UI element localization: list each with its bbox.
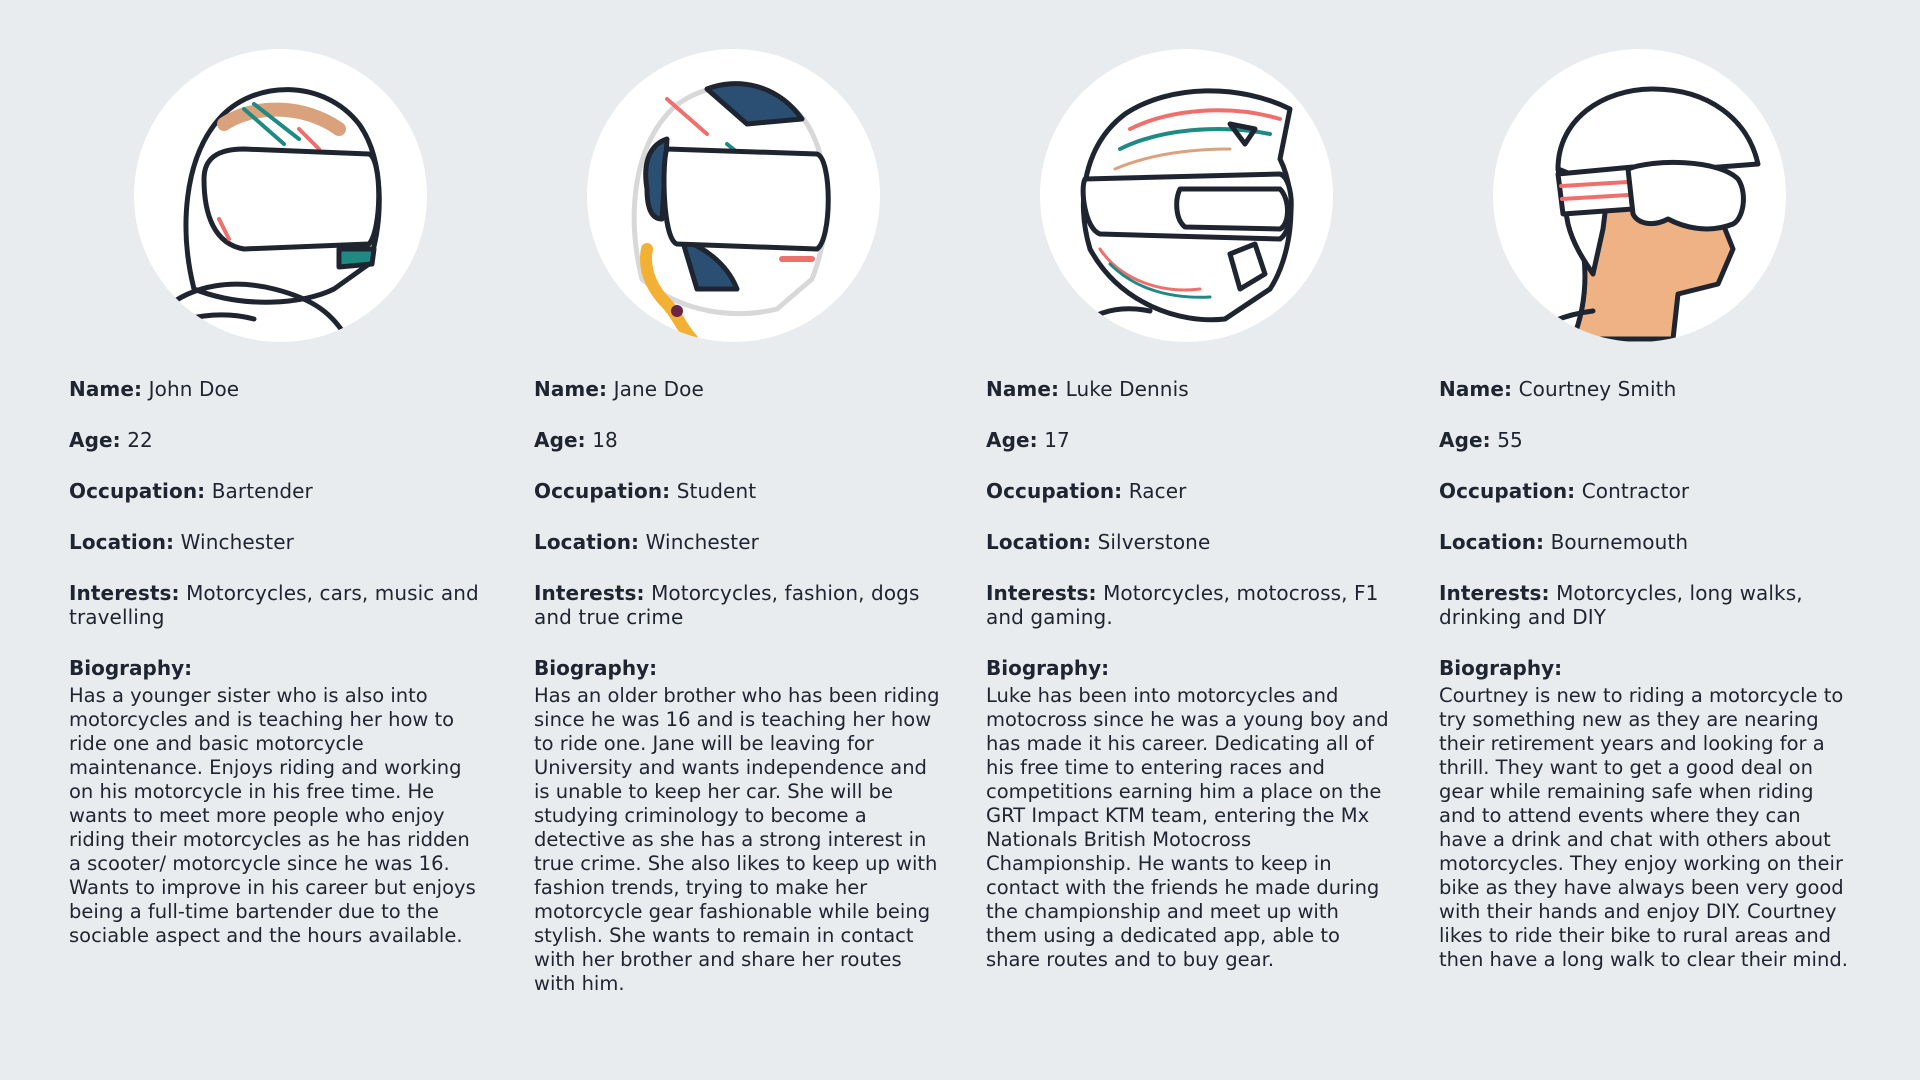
location-value: Silverstone <box>1097 530 1211 554</box>
age-label: Age: <box>986 428 1038 452</box>
persona-details <box>1439 377 1849 972</box>
biography-label: Biography: <box>534 656 658 680</box>
occupation-label: Occupation: <box>69 479 206 503</box>
name-value: Luke Dennis <box>1065 377 1189 401</box>
name-label: Name: <box>69 377 143 401</box>
avatar <box>587 49 880 342</box>
persona-details <box>534 377 944 996</box>
full-face-helmet-icon <box>134 49 427 342</box>
age-field <box>69 428 479 452</box>
persona-details <box>69 377 479 948</box>
occupation-field <box>534 479 944 503</box>
biography-label: Biography: <box>69 656 193 680</box>
age-label: Age: <box>534 428 586 452</box>
name-label: Name: <box>534 377 608 401</box>
interests-label: Interests: <box>69 581 180 605</box>
age-field <box>1439 428 1849 452</box>
age-value: 17 <box>1044 428 1070 452</box>
location-field <box>1439 530 1849 554</box>
name-value: Jane Doe <box>613 377 704 401</box>
location-label: Location: <box>1439 530 1545 554</box>
location-field <box>69 530 479 554</box>
persona-details <box>986 377 1396 972</box>
age-label: Age: <box>1439 428 1491 452</box>
name-field <box>534 377 944 401</box>
avatar <box>134 49 427 342</box>
age-value: 18 <box>592 428 618 452</box>
avatar <box>1040 49 1333 342</box>
location-value: Winchester <box>180 530 294 554</box>
age-value: 55 <box>1497 428 1523 452</box>
interests-field <box>69 581 479 629</box>
open-face-helmet-with-goggles-icon <box>1493 49 1786 342</box>
occupation-label: Occupation: <box>1439 479 1576 503</box>
location-field <box>534 530 944 554</box>
name-field <box>1439 377 1849 401</box>
location-value: Winchester <box>645 530 759 554</box>
interests-field <box>534 581 944 629</box>
interests-label: Interests: <box>1439 581 1550 605</box>
name-field <box>69 377 479 401</box>
avatar <box>1493 49 1786 342</box>
patterned-helmet-with-braid-icon <box>587 49 880 342</box>
name-value: Courtney Smith <box>1518 377 1677 401</box>
age-field <box>534 428 944 452</box>
name-label: Name: <box>1439 377 1513 401</box>
biography-label: Biography: <box>986 656 1110 680</box>
location-label: Location: <box>986 530 1092 554</box>
interests-value: Motorcycles, motocross, F1 and gaming. <box>986 581 1379 629</box>
interests-field <box>986 581 1396 629</box>
biography-text: Luke has been into motorcycles and motocross since he was a young boy and has made it his career. Dedicating all of his free time to entering races and competitions earning him a place on the GRT Impact KTM team, entering the Mx Nationals British Motocross Championship. He wants to keep in contact with the friends he made during the championship and meet up with them using a dedicated app, able to share routes and to buy gear. <box>986 684 1389 971</box>
biography-text: Has a younger sister who is also into motorcycles and is teaching her how to ride one and basic motorcycle maintenance. Enjoys riding and working on his motorcycle in his free time. He wants to meet more people who enjoy riding their motorcycles as he has ridden a scooter/ motorcycle since he was 16. Wants to improve in his career but enjoys being a full-time bartender due to the sociable aspect and the hours available. <box>69 684 476 947</box>
occupation-field <box>986 479 1396 503</box>
occupation-label: Occupation: <box>534 479 671 503</box>
occupation-value: Racer <box>1128 479 1187 503</box>
age-value: 22 <box>127 428 153 452</box>
interests-label: Interests: <box>986 581 1097 605</box>
biography-label: Biography: <box>1439 656 1563 680</box>
occupation-value: Contractor <box>1581 479 1690 503</box>
interests-value: Motorcycles, cars, music and travelling <box>69 581 479 629</box>
age-field <box>986 428 1396 452</box>
name-field <box>986 377 1396 401</box>
name-label: Name: <box>986 377 1060 401</box>
interests-label: Interests: <box>534 581 645 605</box>
interests-value: Motorcycles, fashion, dogs and true crime <box>534 581 920 629</box>
occupation-value: Student <box>676 479 757 503</box>
location-field <box>986 530 1396 554</box>
location-label: Location: <box>69 530 175 554</box>
biography-text: Courtney is new to riding a motorcycle to try something new as they are nearing their retirement years and looking for a thrill. They want to get a good deal on gear while remaining safe when riding and to attend events where they can have a drink and chat with others about motorcycles. They enjoy working on their bike as they have always been very good with their hands and enjoy DIY. Courtney likes to ride their bike to rural areas and then have a long walk to clear their mind. <box>1439 684 1848 971</box>
interests-value: Motorcycles, long walks, drinking and DIY <box>1439 581 1803 629</box>
location-label: Location: <box>534 530 640 554</box>
biography-text: Has an older brother who has been riding since he was 16 and is teaching her how to ride one. Jane will be leaving for University and wants independence and is unable to keep her car. She will be studying criminology to become a detective as she has a strong interest in true crime. She also likes to keep up with fashion trends, trying to make her motorcycle gear fashionable while being stylish. She wants to remain in contact with her brother and share her routes with him. <box>534 684 940 995</box>
occupation-field <box>69 479 479 503</box>
occupation-value: Bartender <box>211 479 313 503</box>
age-label: Age: <box>69 428 121 452</box>
name-value: John Doe <box>148 377 240 401</box>
occupation-field <box>1439 479 1849 503</box>
location-value: Bournemouth <box>1550 530 1689 554</box>
motocross-helmet-icon <box>1040 49 1333 342</box>
interests-field <box>1439 581 1849 629</box>
occupation-label: Occupation: <box>986 479 1123 503</box>
